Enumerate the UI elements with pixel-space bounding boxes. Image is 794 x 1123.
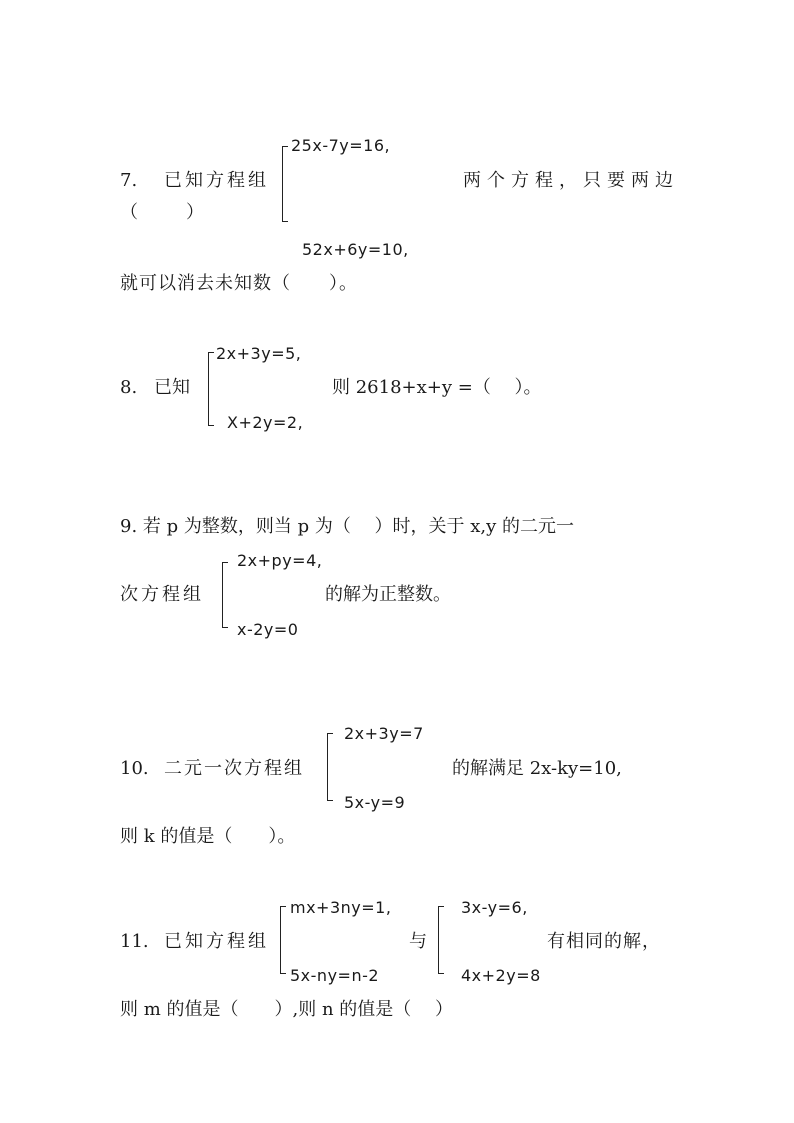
q7-line-2: 就可以消去未知数（ ）。: [120, 273, 358, 294]
q8-equation-2: X+2y=2,: [227, 413, 304, 432]
q11-equation-2: 5x-ny=n-2: [290, 966, 380, 985]
q7-equation-2: 52x+6y=10,: [302, 240, 409, 259]
q9-equation-1: 2x+py=4,: [237, 551, 323, 570]
q10-label: 二元一次方程组: [164, 758, 304, 779]
q9-line-1: 9. 若 p 为整数，则当 p 为（ ）时，关于 x,y 的二元一: [120, 516, 575, 537]
q7-number: 7.: [120, 170, 138, 191]
q11-number: 11.: [120, 931, 149, 952]
q7-brace: [282, 146, 283, 222]
q9-equation-2: x-2y=0: [237, 620, 299, 639]
q11-brace-1: [280, 906, 281, 974]
q11-brace-2: [438, 906, 439, 974]
q11-after-text: 有相同的解，: [547, 931, 661, 952]
q8-number: 8.: [120, 377, 138, 398]
q10-line-2: 则 k 的值是（ ）。: [120, 826, 296, 847]
q11-equation-4: 4x+2y=8: [461, 966, 541, 985]
q11-mid-text: 与: [409, 931, 427, 952]
q10-equation-2: 5x-y=9: [344, 793, 406, 812]
q10-brace: [327, 733, 328, 801]
q9-brace: [222, 562, 223, 628]
q7-equation-1: 25x-7y=16,: [291, 136, 391, 155]
q8-equation-1: 2x+3y=5,: [216, 344, 302, 363]
q7-blank: （ ）: [120, 202, 208, 223]
q10-after-text: 的解满足 2x-ky=10,: [452, 758, 622, 779]
q10-number: 10.: [120, 758, 149, 779]
q9-after-text: 的解为正整数。: [325, 584, 451, 605]
q8-after-text: 则 2618+x+y =（ ）。: [332, 377, 542, 398]
q7-after-text: 两个方程，只要两边: [463, 170, 679, 191]
q10-equation-1: 2x+3y=7: [344, 724, 424, 743]
q11-equation-3: 3x-y=6,: [461, 898, 528, 917]
q9-label: 次方程组: [120, 584, 204, 605]
q11-equation-1: mx+3ny=1,: [290, 898, 392, 917]
q8-label: 已知: [154, 377, 190, 398]
q11-label: 已知方程组: [164, 931, 269, 952]
q8-brace: [208, 352, 209, 426]
q7-label: 已知方程组: [164, 170, 269, 191]
q11-line-2: 则 m 的值是（ ）,则 n 的值是（ ）: [120, 999, 453, 1020]
